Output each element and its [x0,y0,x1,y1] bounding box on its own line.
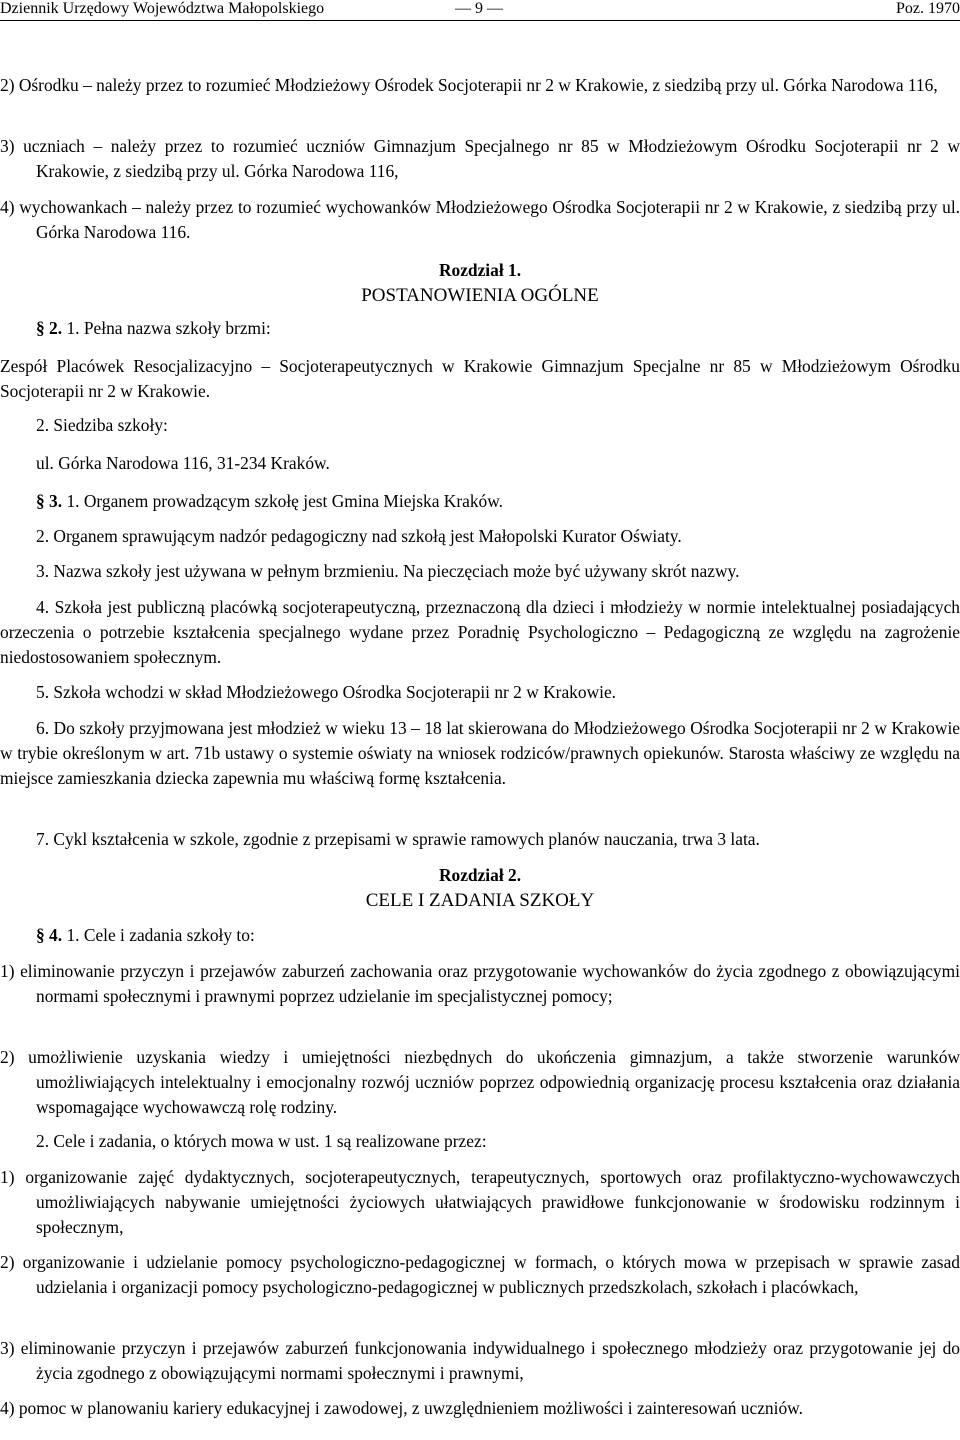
paragraph-3-item: 4. Szkoła jest publiczną placówką socjoterapeutyczną, przeznaczoną dla dzieci i młodzieży w normie intelektualnej posiadających orzeczenia o potrzebie kształcenia specjalnego wydane przez Poradnię Psychologiczno – Pedagogiczną ze względu na zagrożenie niedostosowaniem społecznym. [0,597,960,667]
chapter-2-heading [0,863,960,913]
paragraph-3-item: 7. Cykl kształcenia w szkole, zgodnie z przepisami w sprawie ramowych planów nauczania, trwa 3 lata. [36,829,760,849]
paragraph-2-label [0,316,960,341]
journal-title: Dziennik Urzędowy Województwa Małopolskiego [0,0,325,17]
section-sign: § 3. [36,491,63,511]
paragraph-text: 1. Cele i zadania szkoły to: [66,925,255,945]
paragraph-3-item [0,489,960,514]
page-header [0,0,960,21]
school-address: ul. Górka Narodowa 116, 31-234 Kraków. [36,453,330,473]
task-item: 4) pomoc w planowaniu kariery edukacyjnej i zawodowej, z uwzględnieniem możliwości i zainteresowań uczniów. [0,1398,803,1418]
chapter-1-heading [0,258,960,308]
school-seat-label: 2. Siedziba szkoły: [36,415,168,435]
paragraph-text: 1. Organem prowadzącym szkołę jest Gmina Miejska Kraków. [66,491,504,511]
paragraph-3-item: 6. Do szkoły przyjmowana jest młodzież w wieku 13 – 18 lat skierowana do Młodzieżowego Ośrodka Socjoterapii nr 2 w Krakowie w trybie określonym w art. 71b ustawy o systemie oświaty na wniosek rodziców/prawnych opiekunów. Starosta właściwy ze względu na miejsce zamieszkania dziecka zapewnia mu właściwą formę kształcenia. [0,718,960,788]
position-number: Poz. 1970 [896,0,960,17]
goal-item: 2) umożliwienie uzyskania wiedzy i umiejętności niezbędnych do ukończenia gimnazjum, a także stworzenie warunków umożliwiających intelektualny i emocjonalny rozwój uczniów poprzez odpowiednią organizację procesu kształcenia oraz działania wspomagające wychowawczą rolę rodziny. [0,1047,960,1117]
paragraph-3-item: 2. Organem sprawującym nadzór pedagogiczny nad szkołą jest Małopolski Kurator Oświaty. [36,526,682,546]
task-item: 1) organizowanie zajęć dydaktycznych, socjoterapeutycznych, terapeutycznych, sportowych oraz profilaktyczno-wychowawczych umożliwiających nabywanie umiejętności życiowych ułatwiających prawidłowe funkcjonowanie w środowisku rodzinnym i społecznym, [0,1167,960,1237]
paragraph-3-item: 3. Nazwa szkoły jest używana w pełnym brzmieniu. Na pieczęciach może być używany skrót nazwy. [36,561,740,581]
chapter-number: Rozdział 1. [438,260,522,280]
school-full-name: Zespół Placówek Resocjalizacyjno – Socjoterapeutycznych w Krakowie Gimnazjum Specjalne nr 85 w Młodzieżowym Ośrodku Socjoterapii nr 2 w Krakowie. [0,356,960,401]
paragraph-text: 1. Pełna nazwa szkoły brzmi: [66,318,271,338]
chapter-number: Rozdział 2. [438,865,522,885]
definition-item: 2) Ośrodku – należy przez to rozumieć Młodzieżowy Ośrodek Socjoterapii nr 2 w Krakowie, z siedzibą przy ul. Górka Narodowa 116, [0,75,938,95]
task-item: 3) eliminowanie przyczyn i przejawów zaburzeń funkcjonowania indywidualnego i społecznego młodzieży oraz przygotowanie jej do życia zgodnego z obowiązującymi normami społecznymi i prawnymi, [0,1338,960,1383]
definition-item: 3) uczniach – należy przez to rozumieć uczniów Gimnazjum Specjalnego nr 85 w Młodzieżowym Ośrodku Socjoterapii nr 2 w Krakowie, z siedzibą przy ul. Górka Narodowa 116, [0,136,960,181]
page-number: — 9 — [455,0,503,17]
section-sign: § 2. [36,318,63,338]
tasks-label: 2. Cele i zadania, o których mowa w ust. 1 są realizowane przez: [36,1131,487,1151]
goal-item: 1) eliminowanie przyczyn i przejawów zaburzeń zachowania oraz przygotowanie wychowanków do życia zgodnego z obowiązującymi normami społecznymi i prawnymi poprzez udzielanie im specjalistycznej pomocy; [0,961,960,1006]
definition-item: 4) wychowankach – należy przez to rozumieć wychowanków Młodzieżowego Ośrodka Socjoterapii nr 2 w Krakowie, z siedzibą przy ul. Górka Narodowa 116. [0,197,960,242]
chapter-title: POSTANOWIENIA OGÓLNE [361,285,599,306]
paragraph-4-label [0,923,960,948]
chapter-title: CELE I ZADANIA SZKOŁY [365,890,595,911]
section-sign: § 4. [36,925,63,945]
paragraph-3-item: 5. Szkoła wchodzi w skład Młodzieżowego Ośrodka Socjoterapii nr 2 w Krakowie. [36,682,617,702]
task-item: 2) organizowanie i udzielanie pomocy psychologiczno-pedagogicznej w formach, o których mowa w przepisach w sprawie zasad udzielania i organizacji pomocy psychologiczno-pedagogicznej w publicznych przedszkolach, szkołach i placówkach, [0,1252,960,1297]
